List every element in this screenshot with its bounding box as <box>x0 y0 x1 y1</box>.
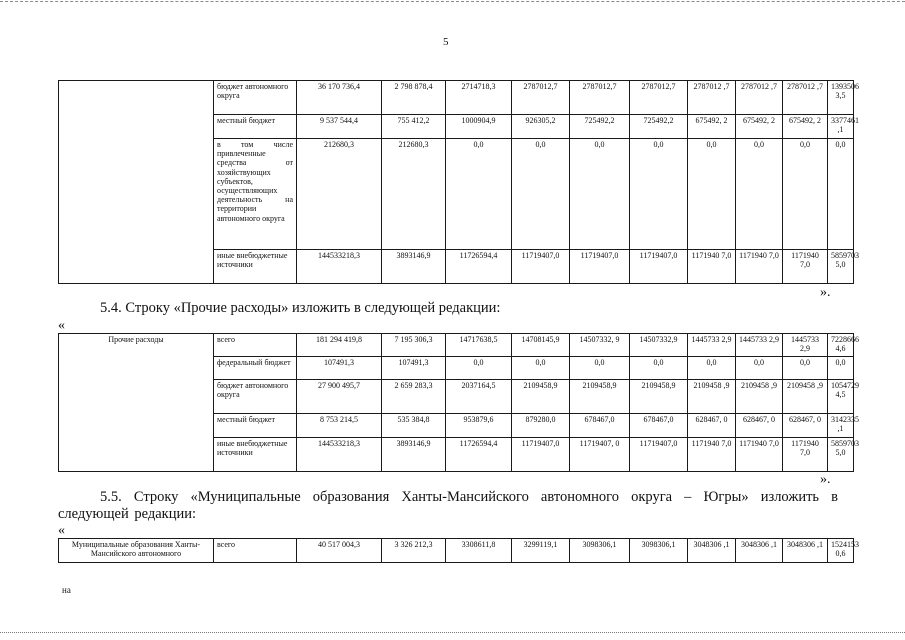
value-cell: 11726594,4 <box>446 438 512 472</box>
value-cell: 3308611,8 <box>446 539 512 563</box>
value-cell: 0,0 <box>688 357 736 380</box>
value-cell: 36 170 736,4 <box>297 81 382 115</box>
value-cell: 628467, 0 <box>783 414 828 438</box>
value-cell: 0,0 <box>512 357 570 380</box>
value-cell: 2787012 ,7 <box>688 81 736 115</box>
value-cell: 181 294 419,8 <box>297 334 382 357</box>
value-cell: 1054729 4,5 <box>828 380 854 414</box>
value-cell: 14717638,5 <box>446 334 512 357</box>
table-other-expenses <box>58 333 859 472</box>
value-cell: 1445733 2,9 <box>688 334 736 357</box>
value-cell: 5859703 5,0 <box>828 438 854 472</box>
table-row <box>59 81 854 115</box>
value-cell: 2 659 283,3 <box>382 380 446 414</box>
value-cell: 144533218,3 <box>297 250 382 284</box>
value-cell: 678467,0 <box>570 414 630 438</box>
page-number: 5 <box>443 36 449 48</box>
table-continuation <box>58 80 859 284</box>
value-cell: 2109458,9 <box>512 380 570 414</box>
row-label: иные внебюджетные источники <box>214 250 297 284</box>
value-cell: 3048306 ,1 <box>688 539 736 563</box>
closing-quote: ». <box>820 285 831 300</box>
value-cell: 2787012,7 <box>512 81 570 115</box>
value-cell: 3377461 ,1 <box>828 115 854 139</box>
value-cell: 107491,3 <box>297 357 382 380</box>
value-cell: 926305,2 <box>512 115 570 139</box>
row-label: федеральный бюджет <box>214 357 297 380</box>
opening-quote: « <box>58 523 65 538</box>
value-cell: 2109458 ,9 <box>783 380 828 414</box>
closing-quote: ». <box>820 472 831 487</box>
value-cell: 2109458,9 <box>630 380 688 414</box>
value-cell: 2714718,3 <box>446 81 512 115</box>
value-cell: 11719407,0 <box>570 250 630 284</box>
value-cell: 2109458 ,9 <box>688 380 736 414</box>
value-cell: 0,0 <box>688 139 736 250</box>
table-row <box>59 334 854 357</box>
value-cell: 0,0 <box>570 139 630 250</box>
value-cell: 535 384,8 <box>382 414 446 438</box>
value-cell: 1171940 7,0 <box>736 250 783 284</box>
paragraph-5-4: 5.4. Строку «Прочие расходы» изложить в следующей редакции: <box>100 300 501 316</box>
value-cell: 628467, 0 <box>736 414 783 438</box>
value-cell: 27 900 495,7 <box>297 380 382 414</box>
value-cell: 2 798 878,4 <box>382 81 446 115</box>
value-cell: 11726594,4 <box>446 250 512 284</box>
value-cell: 14708145,9 <box>512 334 570 357</box>
value-cell: 0,0 <box>828 139 854 250</box>
value-cell: 107491,3 <box>382 357 446 380</box>
value-cell: 725492,2 <box>630 115 688 139</box>
value-cell: 2787012 ,7 <box>736 81 783 115</box>
value-cell: 1171940 7,0 <box>688 438 736 472</box>
value-cell: 1171940 7,0 <box>688 250 736 284</box>
value-cell: 2787012,7 <box>570 81 630 115</box>
value-cell: 0,0 <box>630 139 688 250</box>
table-municipalities <box>58 538 859 563</box>
value-cell: 628467, 0 <box>688 414 736 438</box>
table-row <box>59 539 854 563</box>
value-cell: 879280,0 <box>512 414 570 438</box>
value-cell: 212680,3 <box>382 139 446 250</box>
row-label: бюджет автономного округа <box>214 380 297 414</box>
scan-edge-bottom <box>0 632 905 633</box>
value-cell: 11719407,0 <box>630 438 688 472</box>
value-cell: 0,0 <box>783 357 828 380</box>
value-cell: 11719407,0 <box>512 438 570 472</box>
value-cell: 1445733 2,9 <box>736 334 783 357</box>
value-cell: 0,0 <box>736 139 783 250</box>
value-cell: 3048306 ,1 <box>783 539 828 563</box>
value-cell: 1171940 7,0 <box>783 438 828 472</box>
value-cell: 675492, 2 <box>783 115 828 139</box>
value-cell: 0,0 <box>736 357 783 380</box>
value-cell: 40 517 004,3 <box>297 539 382 563</box>
value-cell: 11719407,0 <box>512 250 570 284</box>
value-cell: 0,0 <box>828 357 854 380</box>
value-cell: 3 326 212,3 <box>382 539 446 563</box>
row-label: местный бюджет <box>214 115 297 139</box>
paragraph-5-5: 5.5. Строку «Муниципальные образования Ханты-Мансийского автономного округа – Югры» изложить в следующей редакции: <box>58 489 838 522</box>
footer-mark: на <box>62 585 71 595</box>
value-cell: 0,0 <box>446 357 512 380</box>
value-cell: 675492, 2 <box>688 115 736 139</box>
value-cell: 3299119,1 <box>512 539 570 563</box>
value-cell: 0,0 <box>783 139 828 250</box>
program-name-cell: Прочие расходы <box>59 334 214 472</box>
value-cell: 11719407, 0 <box>570 438 630 472</box>
value-cell: 5859703 5,0 <box>828 250 854 284</box>
value-cell: 953879,6 <box>446 414 512 438</box>
opening-quote: « <box>58 318 65 333</box>
value-cell: 2787012 ,7 <box>783 81 828 115</box>
value-cell: 2037164,5 <box>446 380 512 414</box>
value-cell: 11719407,0 <box>630 250 688 284</box>
value-cell: 755 412,2 <box>382 115 446 139</box>
value-cell: 7228666 4,6 <box>828 334 854 357</box>
value-cell: 3142335 ,1 <box>828 414 854 438</box>
value-cell: 3893146,9 <box>382 250 446 284</box>
value-cell: 3098306,1 <box>570 539 630 563</box>
value-cell: 1171940 7,0 <box>736 438 783 472</box>
value-cell: 2109458,9 <box>570 380 630 414</box>
value-cell: 678467,0 <box>630 414 688 438</box>
row-label: в том числе привлеченные средства от хозяйствующих субъектов, осуществляющих деятельность на территории автономного округа <box>214 139 297 250</box>
value-cell: 675492, 2 <box>736 115 783 139</box>
row-label: местный бюджет <box>214 414 297 438</box>
value-cell: 0,0 <box>512 139 570 250</box>
value-cell: 0,0 <box>570 357 630 380</box>
value-cell: 3893146,9 <box>382 438 446 472</box>
value-cell: 3098306,1 <box>630 539 688 563</box>
value-cell: 14507332,9 <box>630 334 688 357</box>
scan-edge-top <box>0 1 905 2</box>
value-cell: 7 195 306,3 <box>382 334 446 357</box>
program-name-cell <box>59 81 214 284</box>
row-label: всего <box>214 334 297 357</box>
value-cell: 1524153 0,6 <box>828 539 854 563</box>
row-label: иные внебюджетные источники <box>214 438 297 472</box>
value-cell: 725492,2 <box>570 115 630 139</box>
value-cell: 1445733 2,9 <box>783 334 828 357</box>
value-cell: 1393506 3,5 <box>828 81 854 115</box>
row-label: бюджет автономного округа <box>214 81 297 115</box>
value-cell: 3048306 ,1 <box>736 539 783 563</box>
value-cell: 8 753 214,5 <box>297 414 382 438</box>
value-cell: 1171940 7,0 <box>783 250 828 284</box>
value-cell: 14507332, 9 <box>570 334 630 357</box>
value-cell: 0,0 <box>446 139 512 250</box>
value-cell: 9 537 544,4 <box>297 115 382 139</box>
value-cell: 0,0 <box>630 357 688 380</box>
value-cell: 144533218,3 <box>297 438 382 472</box>
value-cell: 212680,3 <box>297 139 382 250</box>
value-cell: 2109458 ,9 <box>736 380 783 414</box>
value-cell: 2787012,7 <box>630 81 688 115</box>
row-label: всего <box>214 539 297 563</box>
value-cell: 1000904,9 <box>446 115 512 139</box>
program-name-cell: Муниципальные образования Ханты-Мансийского автономного <box>59 539 214 563</box>
